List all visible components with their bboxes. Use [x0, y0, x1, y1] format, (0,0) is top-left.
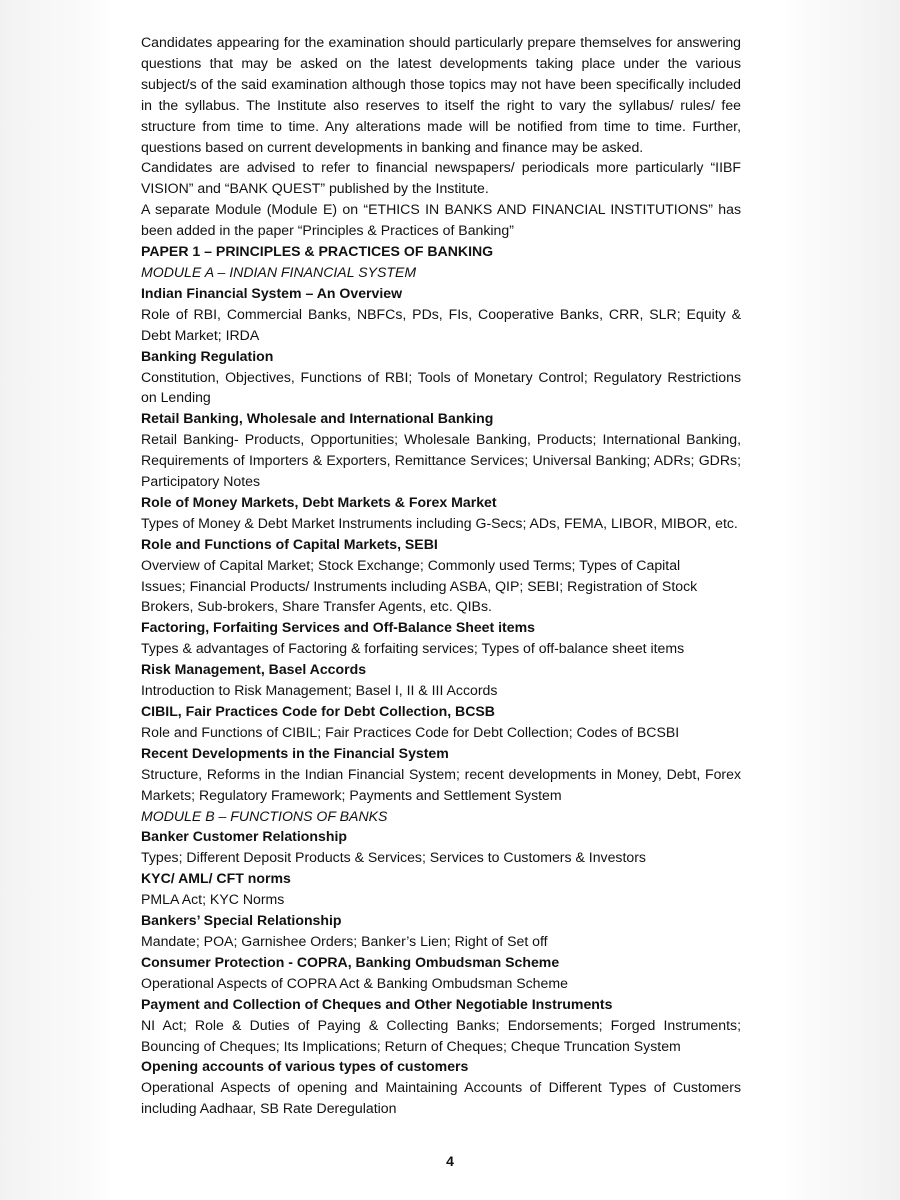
- module-a-title: MODULE A – INDIAN FINANCIAL SYSTEM: [141, 263, 417, 280]
- topic-body: Retail Banking- Products, Opportunities; Wholesale Banking, Products; International Banking, Requirements of Importers & Exporters, Remittance Services; Universal Banking; ADRs; GDRs; Participatory Notes: [141, 431, 741, 490]
- intro-paragraph: Candidates are advised to refer to financial newspapers/ periodicals more particularly “IIBF VISION” and “BANK QUEST” published by the Institute.: [141, 159, 741, 197]
- topic-heading: Consumer Protection - COPRA, Banking Ombudsman Scheme: [141, 953, 560, 970]
- paper-title: PAPER 1 – PRINCIPLES & PRACTICES OF BANKING: [141, 243, 494, 260]
- topic-heading: Role of Money Markets, Debt Markets & Forex Market: [141, 493, 497, 510]
- topic-body: Types; Different Deposit Products & Services; Services to Customers & Investors: [141, 849, 646, 866]
- topic-heading: Opening accounts of various types of customers: [141, 1058, 469, 1075]
- topic-heading: Retail Banking, Wholesale and International Banking: [141, 410, 494, 427]
- topic-body-line: Overview of Capital Market; Stock Exchange; Commonly used Terms; Types of Capital: [141, 556, 681, 573]
- topic-heading: Payment and Collection of Cheques and Other Negotiable Instruments: [141, 995, 613, 1012]
- topic-heading: Recent Developments in the Financial System: [141, 744, 449, 761]
- topic-body: Operational Aspects of COPRA Act & Banking Ombudsman Scheme: [141, 974, 568, 991]
- topic-body: Constitution, Objectives, Functions of RBI; Tools of Monetary Control; Regulatory Restrictions on Lending: [141, 368, 741, 406]
- topic-heading: Banking Regulation: [141, 347, 274, 364]
- topic-body: NI Act; Role & Duties of Paying & Collecting Banks; Endorsements; Forged Instruments; Bouncing of Cheques; Its Implications; Return of Cheques; Cheque Truncation System: [141, 1016, 741, 1054]
- intro-paragraph: Candidates appearing for the examination should particularly prepare themselves for answering questions that may be asked on the latest developments taking place under the various subject/s of the said examination although those topics may not have been specifically included in the syllabus. The Institute also reserves to itself the right to vary the syllabus/ rules/ fee structure from time to time. Any alterations made will be notified from time to time. Further, questions based on current developments in banking and finance may be asked.: [141, 34, 741, 155]
- topic-heading: Factoring, Forfaiting Services and Off-Balance Sheet items: [141, 619, 535, 636]
- topic-body: PMLA Act; KYC Norms: [141, 891, 285, 908]
- topic-body: Types of Money & Debt Market Instruments including G-Secs; ADs, FEMA, LIBOR, MIBOR, etc.: [141, 514, 738, 531]
- topic-body: Types & advantages of Factoring & forfaiting services; Types of off-balance sheet items: [141, 640, 685, 657]
- module-b-title: MODULE B – FUNCTIONS OF BANKS: [141, 807, 388, 824]
- intro-paragraph: A separate Module (Module E) on “ETHICS IN BANKS AND FINANCIAL INSTITUTIONS” has been added in the paper “Principles & Practices of Banking”: [141, 201, 741, 239]
- page-number: 4: [446, 1153, 454, 1169]
- topic-heading: CIBIL, Fair Practices Code for Debt Collection, BCSB: [141, 703, 495, 719]
- topic-heading: Risk Management, Basel Accords: [141, 661, 367, 678]
- topic-body: Mandate; POA; Garnishee Orders; Banker’s Lien; Right of Set off: [141, 932, 548, 949]
- topic-heading: Bankers’ Special Relationship: [141, 912, 342, 929]
- topic-heading: Banker Customer Relationship: [141, 828, 347, 845]
- topic-heading: KYC/ AML/ CFT norms: [141, 870, 291, 887]
- topic-body: Role and Functions of CIBIL; Fair Practices Code for Debt Collection; Codes of BCSBI: [141, 723, 680, 740]
- topic-body: Structure, Reforms in the Indian Financial System; recent developments in Money, Debt, Forex Markets; Regulatory Framework; Payments and Settlement System: [141, 765, 741, 803]
- topic-body: Role of RBI, Commercial Banks, NBFCs, PDs, FIs, Cooperative Banks, CRR, SLR; Equity & Debt Market; IRDA: [141, 305, 741, 343]
- topic-body: Introduction to Risk Management; Basel I, II & III Accords: [141, 682, 498, 699]
- page-shadow-left: [0, 0, 112, 1200]
- page-content: [141, 32, 741, 1119]
- topic-body-line: Issues; Financial Products/ Instruments including ASBA, QIP; SEBI; Registration of Stock: [141, 577, 698, 594]
- topic-body-line: Brokers, Sub-brokers, Share Transfer Agents, etc. QIBs.: [141, 598, 492, 615]
- topic-body: Operational Aspects of opening and Maintaining Accounts of Different Types of Customers including Aadhaar, SB Rate Deregulation: [141, 1079, 741, 1117]
- topic-heading: Role and Functions of Capital Markets, SEBI: [141, 535, 438, 552]
- page-shadow-right: [785, 0, 900, 1200]
- document-page: [112, 0, 785, 1200]
- topic-heading: Indian Financial System – An Overview: [141, 284, 403, 301]
